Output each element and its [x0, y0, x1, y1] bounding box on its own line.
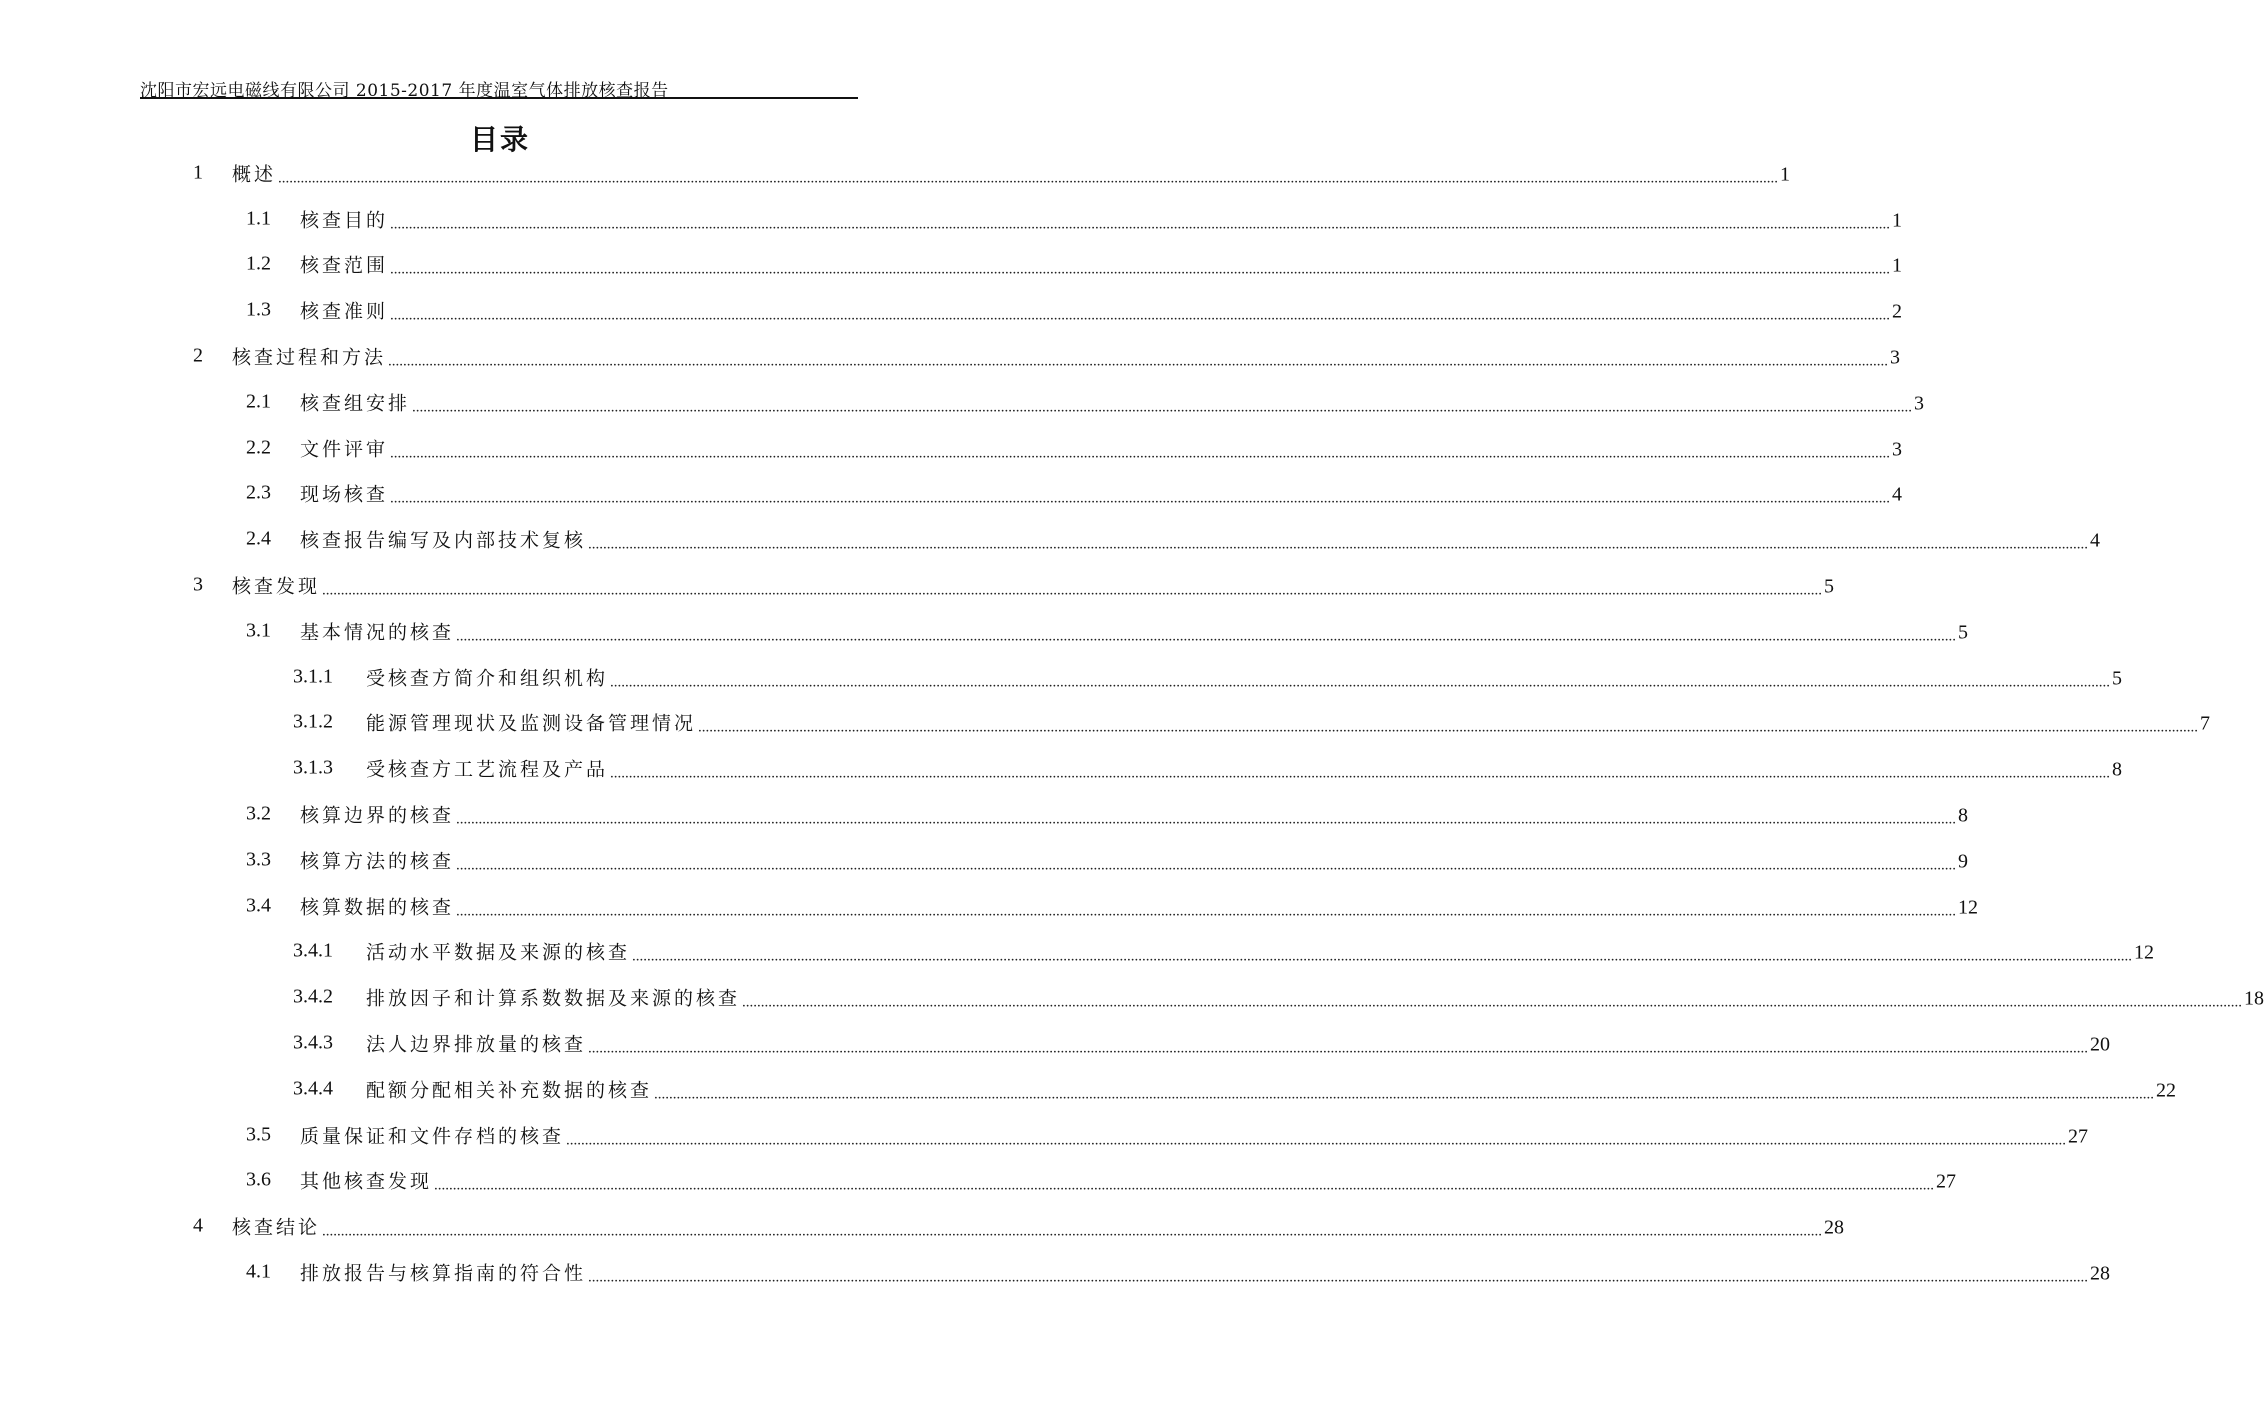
toc-dot-leader: ................................................................................................................................................................................................................................................................................................................................................................................................................ — [322, 582, 1823, 599]
toc-entry-number: 3.6 — [246, 1168, 271, 1191]
toc-entry-number: 3 — [193, 573, 203, 596]
toc-entry-title: 概述 — [232, 163, 277, 186]
toc-dot-leader: ................................................................................................................................................................................................................................................................................................................................................................................................................ — [698, 719, 2199, 736]
toc-dot-leader: ................................................................................................................................................................................................................................................................................................................................................................................................................ — [566, 1132, 2067, 1149]
toc-entry-title: 核查准则 — [300, 300, 389, 323]
toc-entry-line — [300, 388, 1925, 416]
toc-entry[interactable] — [0, 287, 1903, 333]
toc-entry-number: 4 — [193, 1214, 203, 1237]
toc-dot-leader: ................................................................................................................................................................................................................................................................................................................................................................................................................ — [456, 903, 1957, 920]
toc-entry-title: 核查报告编写及内部技术复核 — [300, 529, 587, 552]
toc-entry[interactable] — [0, 516, 2101, 562]
toc-entry[interactable] — [0, 608, 1969, 654]
toc-entry[interactable] — [0, 379, 1925, 425]
toc-entry-title: 文件评审 — [300, 438, 389, 461]
toc-dot-leader: ................................................................................................................................................................................................................................................................................................................................................................................................................ — [588, 1040, 2089, 1057]
toc-entry-number: 2 — [193, 344, 203, 367]
toc-entry-page: 1 — [1892, 254, 1903, 277]
toc-dot-leader: ................................................................................................................................................................................................................................................................................................................................................................................................................ — [390, 445, 1891, 462]
toc-dot-leader: ................................................................................................................................................................................................................................................................................................................................................................................................................ — [610, 765, 2111, 782]
toc-entry[interactable] — [0, 791, 1969, 837]
toc-entry-number: 3.1.1 — [293, 665, 333, 688]
toc-dot-leader: ................................................................................................................................................................................................................................................................................................................................................................................................................ — [456, 857, 1957, 874]
toc-entry-line — [300, 434, 1903, 462]
toc-dot-leader: ................................................................................................................................................................................................................................................................................................................................................................................................................ — [456, 628, 1957, 645]
toc-dot-leader: ................................................................................................................................................................................................................................................................................................................................................................................................................ — [588, 536, 2089, 553]
toc-entry[interactable] — [0, 929, 2155, 975]
toc-entry[interactable] — [0, 1158, 1957, 1204]
toc-dot-leader: ................................................................................................................................................................................................................................................................................................................................................................................................................ — [588, 1269, 2089, 1286]
toc-entry-page: 8 — [1958, 804, 1969, 827]
toc-entry-number: 3.3 — [246, 848, 271, 871]
running-header: 沈阳市宏远电磁线有限公司 2015-2017 年度温室气体排放核查报告 — [140, 81, 669, 101]
toc-entry-line — [366, 1030, 2111, 1057]
toc-entry[interactable] — [0, 883, 1979, 929]
toc-entry-number: 2.4 — [246, 527, 271, 550]
toc-entry-line — [300, 251, 1903, 278]
toc-entry-number: 1.3 — [246, 298, 271, 321]
toc-entry-page: 1 — [1780, 163, 1791, 186]
toc-entry-title: 受核查方简介和组织机构 — [366, 667, 609, 690]
toc-dot-leader: ................................................................................................................................................................................................................................................................................................................................................................................................................ — [390, 261, 1891, 278]
toc-entry[interactable] — [0, 1112, 2089, 1158]
toc-entry-number: 3.4.3 — [293, 1031, 333, 1054]
toc-entry-title: 核算方法的核查 — [300, 850, 455, 873]
toc-dot-leader: ................................................................................................................................................................................................................................................................................................................................................................................................................ — [278, 170, 1779, 187]
toc-entry-line — [300, 801, 1969, 828]
toc-entry-page: 20 — [2090, 1033, 2111, 1056]
toc-entry-title: 核查结论 — [232, 1216, 321, 1239]
toc-entry-line — [366, 1075, 2177, 1103]
toc-entry-title: 核查目的 — [300, 209, 389, 232]
toc-entry-number: 3.1.2 — [293, 710, 333, 733]
toc-entry-number: 1.1 — [246, 207, 271, 230]
toc-entry-line — [366, 663, 2123, 691]
toc-dot-leader: ................................................................................................................................................................................................................................................................................................................................................................................................................ — [390, 216, 1891, 233]
toc-entry-line — [300, 1121, 2089, 1149]
toc-entry-title: 配额分配相关补充数据的核查 — [366, 1079, 653, 1102]
toc-dot-leader: ................................................................................................................................................................................................................................................................................................................................................................................................................ — [434, 1177, 1935, 1194]
toc-dot-leader: ................................................................................................................................................................................................................................................................................................................................................................................................................ — [390, 490, 1891, 507]
toc-entry-page: 12 — [1958, 896, 1979, 919]
toc-entry-title: 基本情况的核查 — [300, 621, 455, 644]
toc-entry-title: 核查发现 — [232, 575, 321, 598]
toc-entry-line — [366, 755, 2123, 782]
toc-entry-title: 能源管理现状及监测设备管理情况 — [366, 712, 697, 735]
toc-entry-page: 3 — [1890, 346, 1901, 369]
toc-entry-number: 3.4.2 — [293, 985, 333, 1008]
toc-entry-page: 5 — [1824, 575, 1835, 598]
toc-entry-line — [366, 984, 2264, 1011]
toc-entry-page: 5 — [1958, 621, 1969, 644]
toc-entry[interactable] — [0, 242, 1903, 288]
toc-entry-line — [300, 617, 1969, 645]
toc-entry-line — [232, 572, 1835, 599]
toc-entry-title: 核查范围 — [300, 254, 389, 277]
toc-entry[interactable] — [0, 150, 1791, 196]
toc-entry-title: 活动水平数据及来源的核查 — [366, 941, 631, 964]
toc-dot-leader: ................................................................................................................................................................................................................................................................................................................................................................................................................ — [654, 1086, 2155, 1103]
toc-dot-leader: ................................................................................................................................................................................................................................................................................................................................................................................................................ — [390, 307, 1891, 324]
toc-entry-page: 1 — [1892, 209, 1903, 232]
toc-entry-number: 3.4.1 — [293, 939, 333, 962]
toc-entry-page: 18 — [2244, 987, 2264, 1010]
toc-entry[interactable] — [0, 333, 1901, 379]
toc-entry-number: 3.2 — [246, 802, 271, 825]
toc-entry-line — [300, 1167, 1957, 1194]
toc-entry-line — [300, 297, 1903, 324]
toc-entry-page: 3 — [1892, 438, 1903, 461]
toc-entry-number: 3.1 — [246, 619, 271, 642]
toc-entry-page: 22 — [2156, 1079, 2177, 1102]
toc-entry[interactable] — [0, 1203, 1845, 1249]
toc-entry-title: 其他核查发现 — [300, 1170, 433, 1193]
toc-title: 目录 — [469, 123, 530, 156]
toc-entry-title: 核算边界的核查 — [300, 804, 455, 827]
toc-entry-line — [300, 526, 2101, 553]
toc-dot-leader: ................................................................................................................................................................................................................................................................................................................................................................................................................ — [610, 674, 2111, 691]
toc-entry-line — [300, 892, 1979, 920]
toc-entry-line — [300, 846, 1969, 874]
toc-entry-title: 受核查方工艺流程及产品 — [366, 758, 609, 781]
toc-dot-leader: ................................................................................................................................................................................................................................................................................................................................................................................................................ — [322, 1223, 1823, 1240]
toc-entry-page: 8 — [2112, 758, 2123, 781]
toc-entry-page: 4 — [1892, 483, 1903, 506]
toc-entry-page: 4 — [2090, 529, 2101, 552]
toc-entry-title: 排放报告与核算指南的符合性 — [300, 1262, 587, 1285]
toc-entry-number: 3.4.4 — [293, 1077, 333, 1100]
toc-entry-page: 9 — [1958, 850, 1969, 873]
toc-entry-line — [232, 343, 1901, 370]
toc-entry[interactable] — [0, 562, 1835, 608]
toc-entry-title: 核查过程和方法 — [232, 346, 387, 369]
toc-dot-leader: ................................................................................................................................................................................................................................................................................................................................................................................................................ — [388, 353, 1889, 370]
toc-entry-title: 质量保证和文件存档的核查 — [300, 1125, 565, 1148]
toc-entry-number: 1 — [193, 161, 203, 184]
toc-dot-leader: ................................................................................................................................................................................................................................................................................................................................................................................................................ — [742, 994, 2243, 1011]
toc-entry-page: 27 — [1936, 1170, 1957, 1193]
toc-entry[interactable] — [0, 425, 1903, 471]
toc-entry-title: 现场核查 — [300, 483, 389, 506]
toc-entry-line — [300, 205, 1903, 233]
header-rule — [140, 97, 858, 99]
toc-entry-page: 28 — [2090, 1262, 2111, 1285]
toc-entry-title: 法人边界排放量的核查 — [366, 1033, 587, 1056]
toc-entry[interactable] — [0, 974, 2264, 1020]
toc-list — [0, 150, 2264, 1295]
toc-entry-number: 2.2 — [246, 436, 271, 459]
toc-entry-number: 3.5 — [246, 1123, 271, 1146]
toc-entry-line — [300, 480, 1903, 507]
toc-entry[interactable] — [0, 196, 1903, 242]
toc-entry[interactable] — [0, 700, 2211, 746]
toc-entry-number: 2.1 — [246, 390, 271, 413]
toc-entry-number: 1.2 — [246, 252, 271, 275]
toc-entry[interactable] — [0, 471, 1903, 517]
toc-entry-page: 12 — [2134, 941, 2155, 964]
toc-entry[interactable] — [0, 1020, 2111, 1066]
toc-entry[interactable] — [0, 1066, 2177, 1112]
toc-entry-number: 3.1.3 — [293, 756, 333, 779]
toc-entry-number: 4.1 — [246, 1260, 271, 1283]
toc-entry-page: 3 — [1914, 392, 1925, 415]
toc-entry-page: 2 — [1892, 300, 1903, 323]
toc-entry-page: 5 — [2112, 667, 2123, 690]
toc-dot-leader: ................................................................................................................................................................................................................................................................................................................................................................................................................ — [412, 399, 1913, 416]
toc-entry-page: 7 — [2200, 712, 2211, 735]
toc-entry-number: 3.4 — [246, 894, 271, 917]
toc-entry-page: 27 — [2068, 1125, 2089, 1148]
toc-entry[interactable] — [0, 837, 1969, 883]
toc-entry[interactable] — [0, 745, 2123, 791]
toc-entry-line — [366, 709, 2211, 736]
toc-entry-page: 28 — [1824, 1216, 1845, 1239]
toc-entry-title: 核查组安排 — [300, 392, 411, 415]
toc-dot-leader: ................................................................................................................................................................................................................................................................................................................................................................................................................ — [456, 811, 1957, 828]
toc-entry-line — [300, 1259, 2111, 1286]
toc-entry-title: 核算数据的核查 — [300, 896, 455, 919]
toc-entry[interactable] — [0, 1249, 2111, 1295]
toc-dot-leader: ................................................................................................................................................................................................................................................................................................................................................................................................................ — [632, 948, 2133, 965]
toc-entry[interactable] — [0, 654, 2123, 700]
toc-entry-line — [366, 938, 2155, 965]
toc-entry-number: 2.3 — [246, 481, 271, 504]
toc-entry-line — [232, 1213, 1845, 1240]
toc-entry-title: 排放因子和计算系数数据及来源的核查 — [366, 987, 741, 1010]
toc-entry-line — [232, 159, 1791, 187]
